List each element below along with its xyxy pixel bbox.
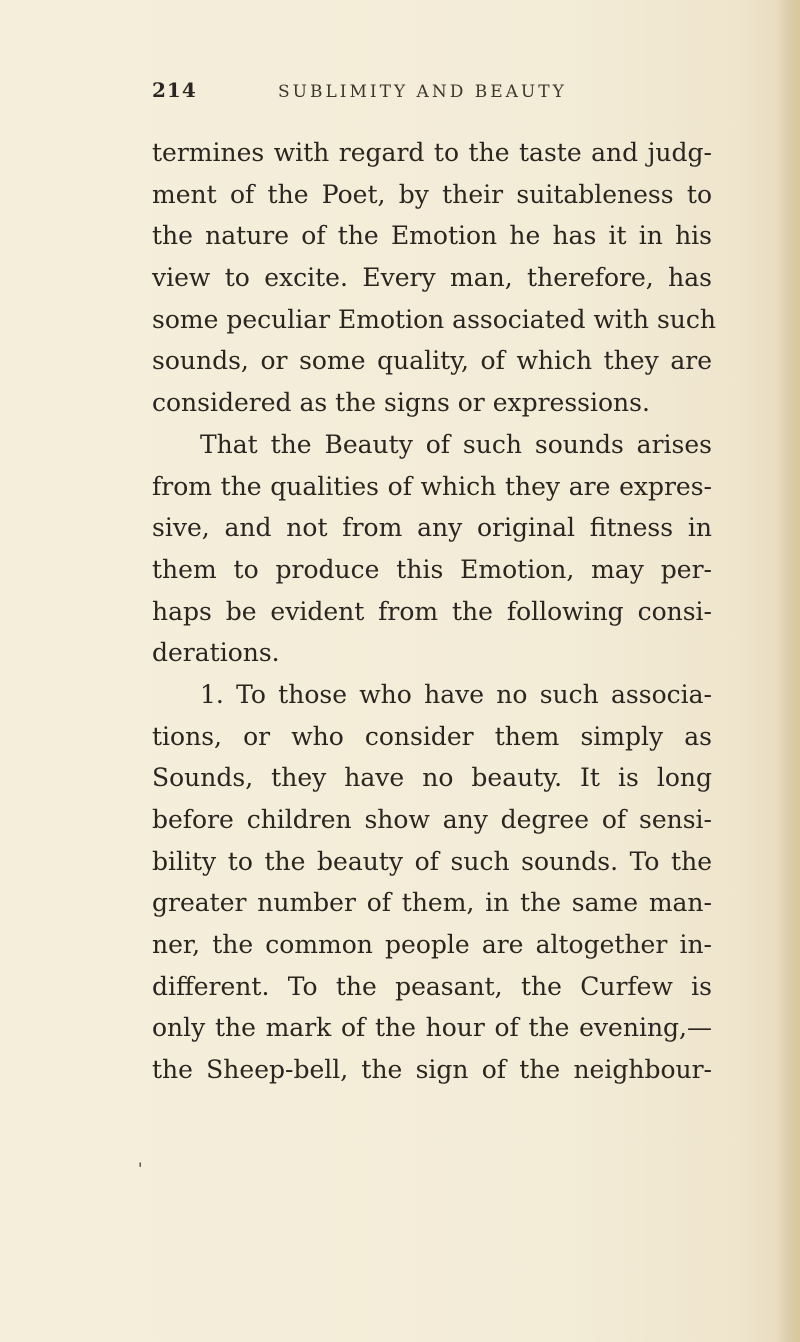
text-line: tions, or who consider them simply as — [152, 721, 712, 751]
text-line: the nature of the Emotion he has it in his — [152, 221, 712, 251]
running-head: SUBLIMITY AND BEAUTY — [278, 82, 567, 102]
footnote-mark: ' — [138, 1159, 143, 1178]
page-edge-shadow — [776, 0, 800, 1342]
text-line: ner, the common people are altogether in- — [152, 930, 712, 960]
text-line: sive, and not from any original fitness in — [152, 513, 712, 543]
text-line: greater number of them, in the same man- — [152, 888, 712, 918]
text-line: haps be evident from the following consi- — [152, 596, 712, 626]
text-line: considered as the signs or expressions. — [152, 388, 650, 418]
paragraph-first-line: 1. To those who have no such associa- — [200, 679, 712, 709]
text-line: from the qualities of which they are expres- — [152, 471, 712, 501]
page-header — [152, 78, 712, 108]
text-line: before children show any degree of sensi- — [152, 805, 712, 834]
text-line: sounds, or some quality, of which they are — [152, 346, 712, 376]
text-line: derations. — [152, 638, 280, 668]
text-line: Sounds, they have no beauty. It is long — [152, 763, 712, 793]
body-text — [152, 132, 717, 1091]
text-line: different. To the peasant, the Curfew is — [152, 971, 712, 1001]
text-line: termines with regard to the taste and judg- — [152, 138, 712, 167]
page-number: 214 — [152, 78, 197, 102]
text-line: the Sheep-bell, the sign of the neighbour- — [152, 1055, 712, 1085]
text-line: only the mark of the hour of the evening,— — [152, 1013, 712, 1043]
text-line: bility to the beauty of such sounds. To the — [152, 846, 712, 876]
text-line: view to excite. Every man, therefore, has — [152, 263, 712, 293]
text-line: some peculiar Emotion associated with such — [152, 304, 717, 334]
text-line: them to produce this Emotion, may per- — [152, 554, 712, 584]
text-line: ment of the Poet, by their suitableness to — [152, 179, 712, 209]
paragraph-first-line: That the Beauty of such sounds arises — [200, 429, 712, 459]
